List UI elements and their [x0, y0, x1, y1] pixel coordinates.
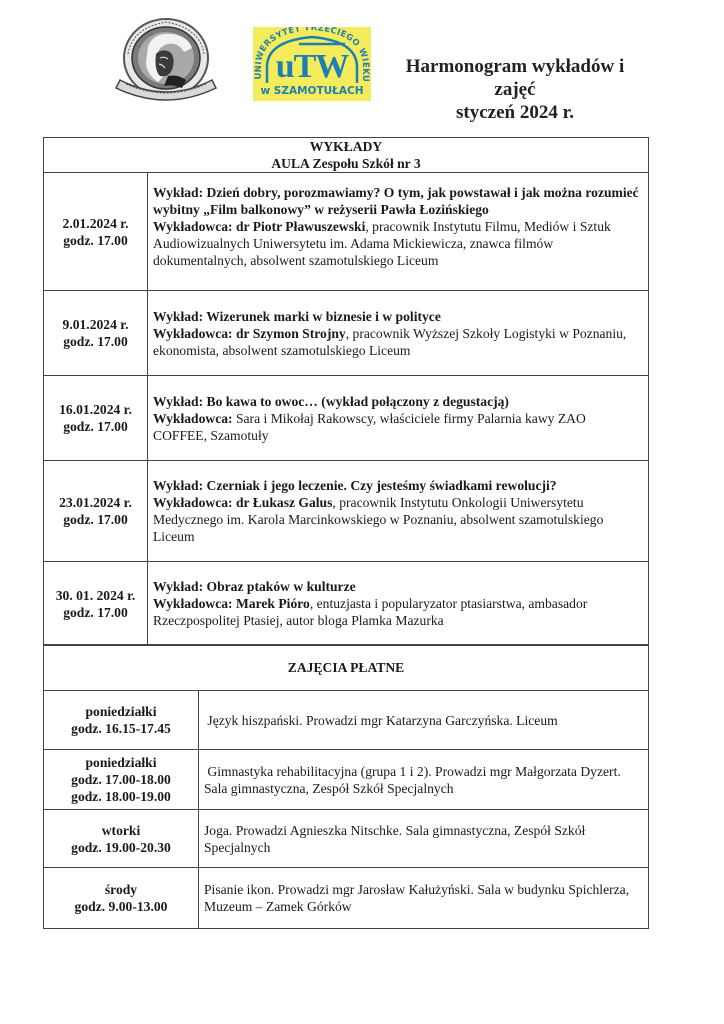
school-crest-logo: [112, 18, 220, 102]
table-row: [44, 810, 649, 868]
svg-text:uTW: uTW: [275, 48, 349, 85]
lecture-datetime: [44, 173, 148, 291]
class-schedule: [44, 750, 199, 810]
speaker-name: dr Szymon Strojny: [232, 325, 346, 341]
class-day: poniedziałki: [85, 704, 157, 719]
paid-classes-heading: ZAJĘCIA PŁATNE: [44, 645, 649, 691]
svg-text:w SZAMOTUŁACH: w SZAMOTUŁACH: [260, 85, 364, 97]
lecture-details: [148, 291, 649, 376]
table-row: [44, 868, 649, 929]
class-description: Język hiszpański. Prowadzi mgr Katarzyna Garczyńska. Liceum: [199, 691, 649, 750]
svg-text:UNIWERSYTET TRZECIEGO WIEKU: UNIWERSYTET TRZECIEGO WIEKU: [253, 27, 371, 83]
lecture-time: godz. 17.00: [63, 232, 128, 248]
speaker-label: Wykładowca:: [153, 495, 233, 510]
lecture-time: godz. 17.00: [63, 334, 128, 349]
class-day: środy: [104, 882, 138, 897]
lectures-heading: WYKŁADY: [309, 139, 383, 154]
lecture-time: godz. 17.00: [63, 512, 128, 527]
class-schedule: [44, 810, 199, 868]
lecture-details: [148, 376, 649, 461]
lecture-date: 30. 01. 2024 r.: [55, 587, 136, 603]
lecture-datetime: [44, 562, 148, 646]
table-row: [44, 291, 649, 376]
lectures-venue: AULA Zespołu Szkół nr 3: [271, 156, 421, 171]
speaker-info: Sara i Mikołaj Rakowscy, właściciele firmy Palarnia kawy ZAO COFFEE, Szamotuły: [153, 410, 586, 443]
paid-classes-heading-row: [44, 645, 649, 691]
lecture-title: Wykład: Bo kawa to owoc… (wykład połączony z degustacją): [153, 393, 509, 409]
class-time: godz. 16.15-17.45: [71, 721, 171, 736]
speaker-name: dr Piotr Pławuszewski: [232, 219, 366, 234]
speaker-info: , pracownik Instytutu Onkologii Uniwersytetu Medycznego im. Karola Marcinkowskiego w Poznaniu, absolwent szamotulskiego Liceum: [153, 495, 604, 544]
class-time: godz. 17.00-18.00: [71, 772, 171, 787]
lecture-details: [148, 173, 649, 291]
speaker-info: , pracownik Instytutu Filmu, Mediów i Sztuk Audiowizualnych Uniwersytetu im. Adama Mickiewicza, znawca filmów dokumentalnych, absolwent szamotulskiego Liceum: [153, 219, 611, 268]
table-row: [44, 691, 649, 750]
lecture-time: godz. 17.00: [63, 419, 128, 434]
lecture-datetime: [44, 291, 148, 376]
speaker-label: Wykładowca:: [153, 596, 233, 611]
lecture-date: 9.01.2024 r.: [62, 317, 129, 332]
speaker-label: Wykładowca:: [153, 325, 233, 341]
class-day: wtorki: [101, 822, 141, 838]
class-schedule: [44, 691, 199, 750]
paid-classes-table: [43, 644, 649, 929]
class-description: Pisanie ikon. Prowadzi mgr Jarosław Kałużyński. Sala w budynku Spichlerza, Muzeum – Zamek Górków: [199, 868, 649, 929]
speaker-label: Wykładowca:: [153, 410, 233, 426]
class-description: Gimnastyka rehabilitacyjna (grupa 1 i 2). Prowadzi mgr Małgorzata Dyzert. Sala gimnastyczna, Zespół Szkół Specjalnych: [199, 750, 649, 810]
lecture-details: [148, 461, 649, 562]
utw-logo-icon: [253, 27, 371, 101]
lecture-details: [148, 562, 649, 646]
lecture-time: godz. 17.00: [63, 604, 128, 620]
lectures-table: [43, 137, 649, 646]
table-row: [44, 562, 649, 646]
lecture-date: 2.01.2024 r.: [62, 215, 129, 231]
class-day: poniedziałki: [85, 755, 157, 770]
utw-logo: [253, 27, 371, 101]
lecture-datetime: [44, 461, 148, 562]
speaker-info: , pracownik Wyższej Szkoły Logistyki w Poznaniu, ekonomista, absolwent szamotulskiego Liceum: [153, 325, 627, 358]
speaker-name: Marek Pióro: [232, 596, 310, 611]
lecture-title: Wykład: Wizerunek marki w biznesie i w polityce: [153, 308, 441, 324]
table-row: [44, 750, 649, 810]
class-time: godz. 19.00-20.30: [71, 839, 171, 855]
class-description: Joga. Prowadzi Agnieszka Nitschke. Sala gimnastyczna, Zespół Szkół Specjalnych: [199, 810, 649, 868]
lecture-title: Wykład: Dzień dobry, porozmawiamy? O tym, jak powstawał i jak można rozumieć wybitny „Film balkonowy” w reżyserii Pawła Łozińskiego: [153, 185, 639, 217]
document-title: [400, 55, 630, 124]
document-title-line1: Harmonogram wykładów i zajęć: [405, 56, 625, 100]
lecture-date: 23.01.2024 r.: [59, 495, 132, 510]
class-schedule: [44, 868, 199, 929]
speaker-label: Wykładowca:: [153, 219, 233, 234]
lecture-title: Wykład: Czerniak i jego leczenie. Czy jesteśmy świadkami rewolucji?: [153, 478, 557, 493]
lecture-date: 16.01.2024 r.: [59, 402, 132, 417]
table-row: [44, 173, 649, 291]
class-time: godz. 9.00-13.00: [74, 899, 168, 914]
lectures-heading-cell: [44, 138, 649, 173]
class-time: godz. 18.00-19.00: [71, 789, 171, 804]
speaker-name: dr Łukasz Galus: [232, 495, 333, 510]
school-crest-icon: [112, 18, 220, 102]
speaker-info: , entuzjasta i popularyzator ptasiarstwa, ambasador Rzeczpospolitej Ptasiej, autor bloga Plamka Mazurka: [153, 596, 588, 628]
lecture-datetime: [44, 376, 148, 461]
table-row: [44, 461, 649, 562]
table-row: [44, 376, 649, 461]
lectures-heading-row: [44, 138, 649, 173]
lecture-title: Wykład: Obraz ptaków w kulturze: [153, 579, 356, 594]
document-title-line2: styczeń 2024 r.: [455, 102, 575, 123]
